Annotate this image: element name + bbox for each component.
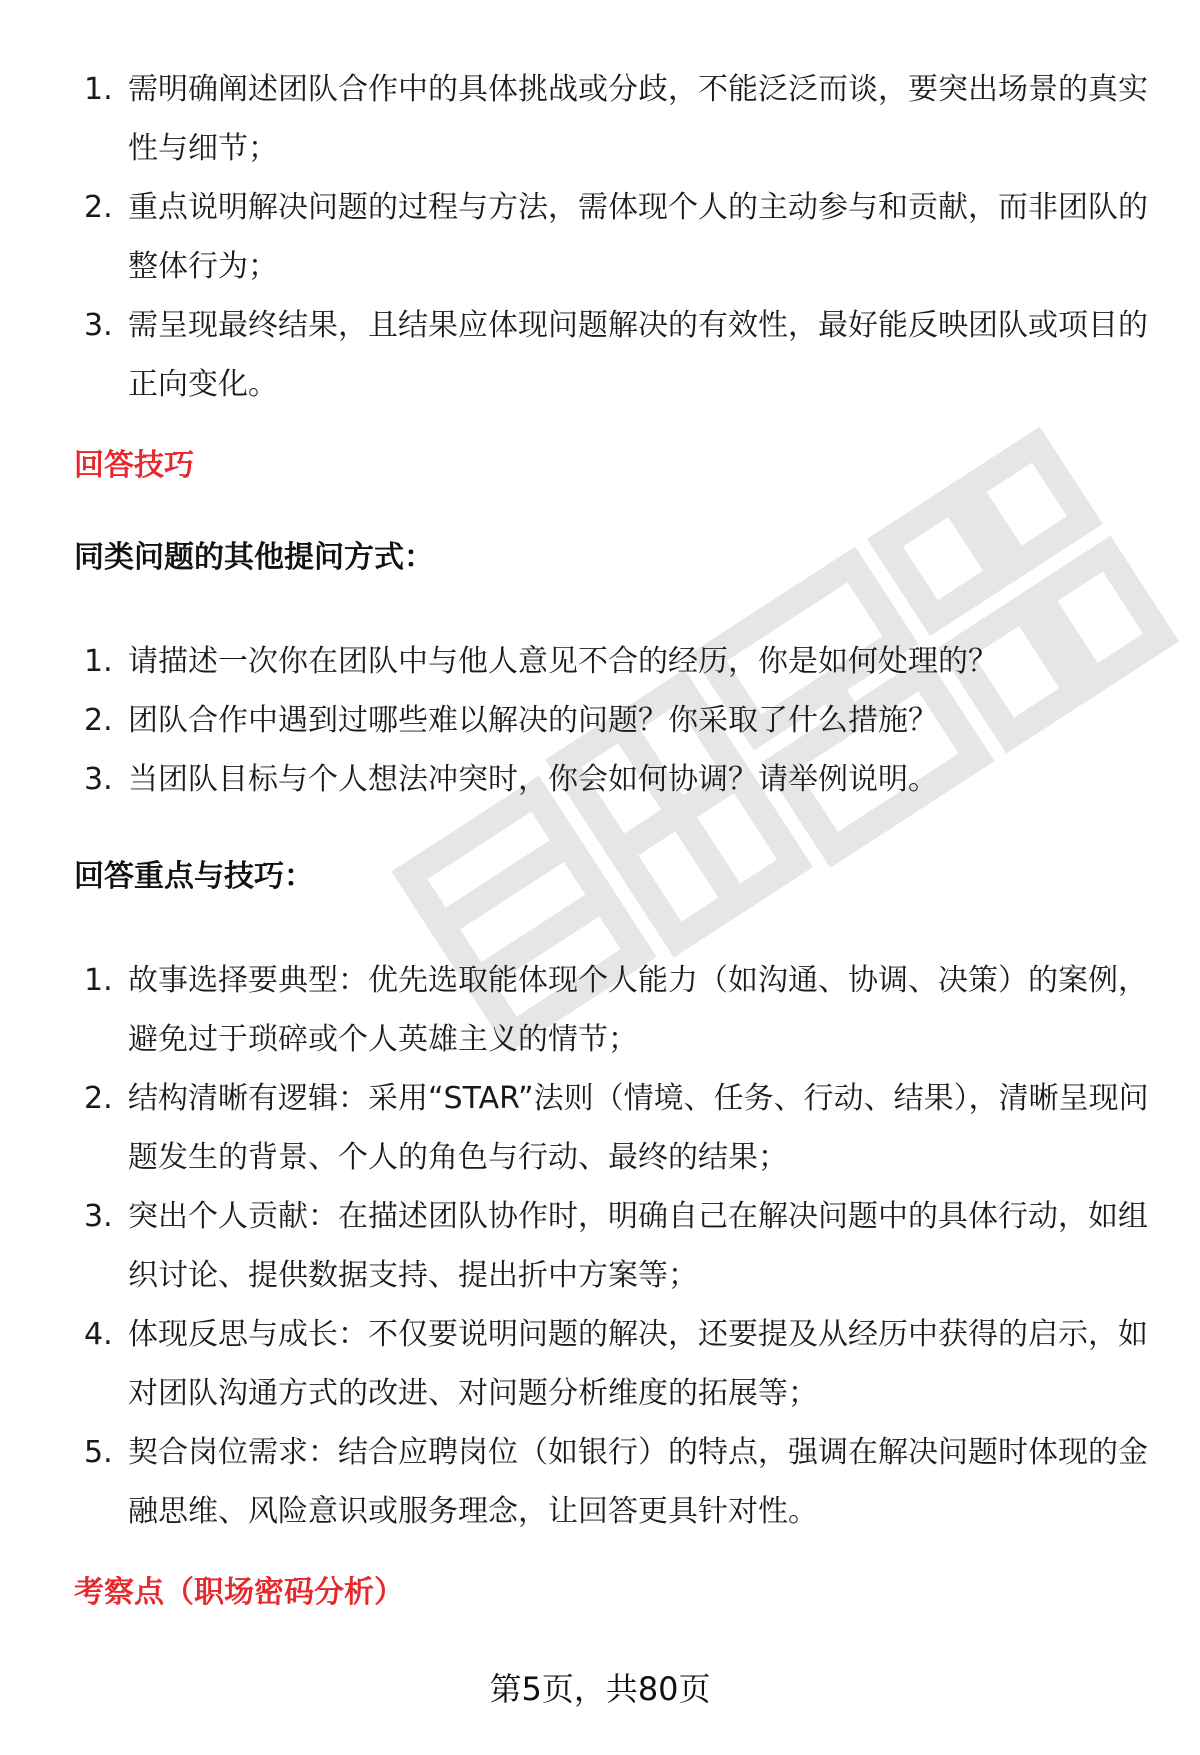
list-item [0, 1187, 1200, 1305]
list-item [0, 691, 1200, 750]
list-text: 结构清晰有逻辑：采用“STAR”法则（情境、任务、行动、结果），清晰呈现问题发生的背景、个人的角色与行动、最终的结果； [128, 1081, 1149, 1175]
requirements-list [0, 60, 1200, 414]
list-text: 体现反思与成长：不仅要说明问题的解决，还要提及从经历中获得的启示，如对团队沟通方式的改进、对问题分析维度的拓展等； [128, 1317, 1148, 1411]
list-text: 重点说明解决问题的过程与方法，需体现个人的主动参与和贡献，而非团队的整体行为； [128, 190, 1148, 284]
section-heading-answer-tips: 回答技巧 [74, 448, 194, 483]
list-number: 5. [84, 1435, 113, 1470]
list-number: 3. [84, 762, 113, 797]
section-heading-key-points: 回答重点与技巧： [74, 859, 314, 894]
list-number: 4. [84, 1317, 113, 1352]
list-item [0, 951, 1200, 1069]
list-text: 契合岗位需求：结合应聘岗位（如银行）的特点，强调在解决问题时体现的金融思维、风险意识或服务理念，让回答更具针对性。 [128, 1435, 1148, 1529]
list-text: 请描述一次你在团队中与他人意见不合的经历，你是如何处理的？ [128, 644, 998, 679]
list-item [0, 178, 1200, 296]
list-text: 当团队目标与个人想法冲突时，你会如何协调？请举例说明。 [128, 762, 938, 797]
list-item [0, 1423, 1200, 1541]
list-number: 2. [84, 1081, 113, 1116]
list-item [0, 1305, 1200, 1423]
list-number: 3. [84, 1199, 113, 1234]
section-heading-similar-questions: 同类问题的其他提问方式： [74, 540, 434, 575]
list-number: 3. [84, 308, 113, 343]
list-number: 1. [84, 963, 113, 998]
list-number: 2. [84, 703, 113, 738]
page-number-footer: 第5页，共80页 [489, 1670, 711, 1708]
list-number: 1. [84, 644, 113, 679]
list-item [0, 632, 1200, 691]
list-item [0, 750, 1200, 809]
list-text: 团队合作中遇到过哪些难以解决的问题？你采取了什么措施？ [128, 703, 938, 738]
list-item [0, 60, 1200, 178]
list-text: 故事选择要典型：优先选取能体现个人能力（如沟通、协调、决策）的案例，避免过于琐碎或个人英雄主义的情节； [128, 963, 1148, 1057]
key-points-list [0, 951, 1200, 1541]
list-number: 2. [84, 190, 113, 225]
section-heading-exam-points: 考察点（职场密码分析） [74, 1575, 404, 1610]
list-text: 突出个人贡献：在描述团队协作时，明确自己在解决问题中的具体行动，如组织讨论、提供数据支持、提出折中方案等； [128, 1199, 1148, 1293]
list-text: 需呈现最终结果，且结果应体现问题解决的有效性，最好能反映团队或项目的正向变化。 [128, 308, 1148, 402]
list-number: 1. [84, 72, 113, 107]
list-text: 需明确阐述团队合作中的具体挑战或分歧，不能泛泛而谈，要突出场景的真实性与细节； [128, 72, 1148, 166]
list-item [0, 296, 1200, 414]
similar-questions-list [0, 632, 1200, 809]
list-item [0, 1069, 1200, 1187]
